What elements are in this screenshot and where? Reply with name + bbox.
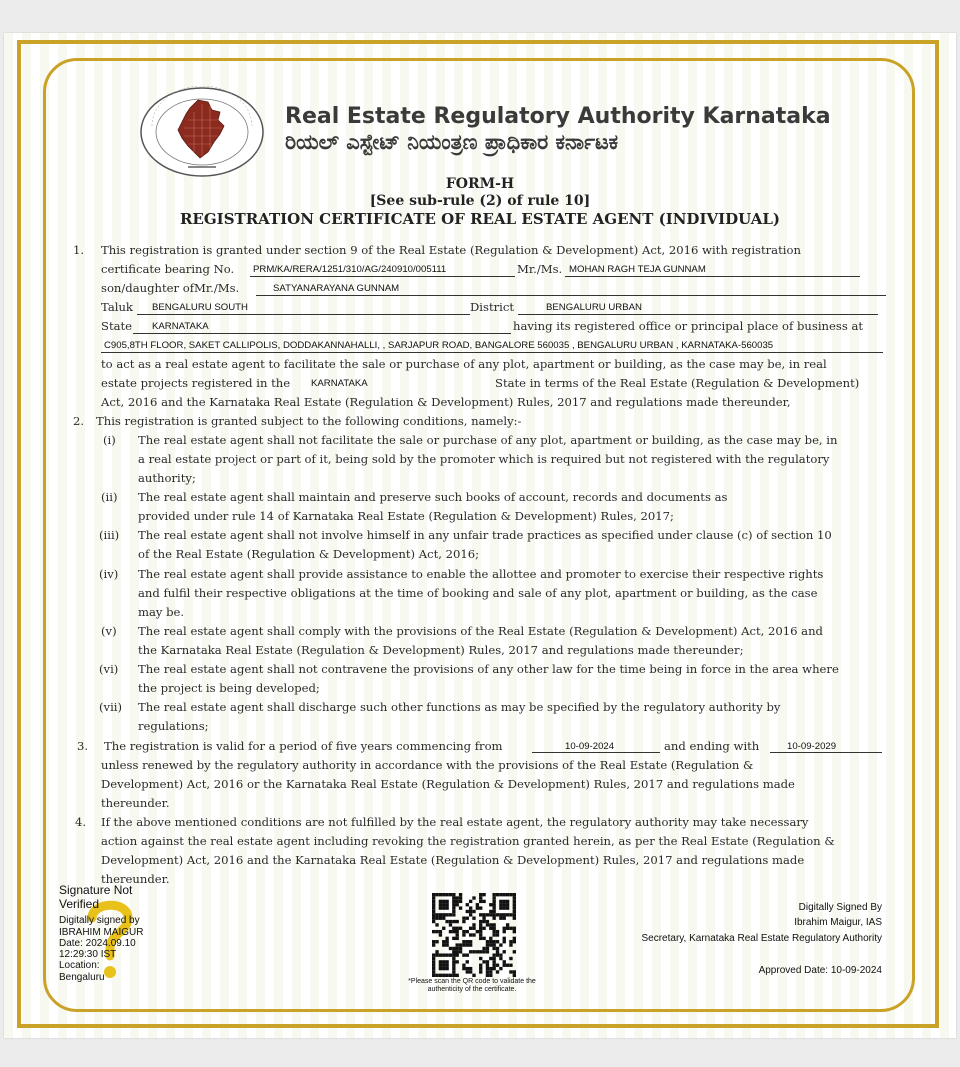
rera-karnataka-logo	[138, 86, 266, 178]
condition-line: a real estate project or part of it, being sold by the promoter which is required but not registered with the regulatory	[138, 452, 830, 466]
clause4-line: thereunder.	[101, 872, 170, 886]
underline	[565, 276, 860, 277]
condition-line: regulations;	[138, 719, 209, 733]
state-value: KARNATAKA	[152, 321, 209, 332]
condition-line: the project is being developed;	[138, 681, 320, 695]
condition-line: The real estate agent shall not facilitate the sale or purchase of any plot, apartment or building, as the case may be, in	[138, 433, 838, 447]
qr-code[interactable]	[432, 893, 516, 977]
end-date: 10-09-2029	[787, 741, 837, 752]
clause-number: 1.	[73, 243, 85, 257]
underline	[133, 333, 511, 334]
underline	[250, 276, 515, 277]
authority-designation: Secretary, Karnataka Real Estate Regulatory Authority	[641, 933, 882, 944]
condition-number: (vii)	[99, 700, 123, 714]
agent-name: MOHAN RAGH TEJA GUNNAM	[569, 264, 706, 275]
parent-label: son/daughter ofMr./Ms.	[101, 281, 240, 295]
signature-status: Verified	[59, 897, 100, 911]
condition-line: authority;	[138, 471, 196, 485]
condition-line: the Karnataka Real Estate (Regulation & Development) Rules, 2017 and regulations made thereunder;	[138, 643, 744, 657]
district-value: BENGALURU URBAN	[546, 302, 642, 313]
condition-line: may be.	[138, 605, 185, 619]
clause3-line: The registration is valid for a period of five years commencing from	[104, 739, 503, 753]
condition-number: (iii)	[99, 528, 120, 542]
clause3-line: thereunder.	[101, 796, 170, 810]
signature-date: Date: 2024.09.10	[59, 938, 136, 949]
clause1-line: This registration is granted under section 9 of the Real Estate (Regulation & Development) Act, 2016 with registration	[101, 243, 801, 257]
clause3-line: and ending with	[664, 739, 760, 753]
form-name: FORM-H	[445, 176, 515, 192]
condition-line: and fulfil their respective obligations at the time of booking and sale of any plot, apartment or building, as the case	[138, 586, 818, 600]
authority-title-kn: ರಿಯಲ್ ಎಸ್ಟೇಟ್ ನಿಯಂತ್ರಣ ಪ್ರಾಧಿಕಾರ ಕರ್ನಾಟಕ	[285, 130, 619, 154]
underline	[518, 314, 878, 315]
condition-number: (iv)	[99, 567, 119, 581]
signature-time: 12:29:30 IST	[59, 949, 117, 960]
start-date: 10-09-2024	[565, 741, 615, 752]
signature-status: Signature Not	[59, 883, 133, 897]
clause1-line: to act as a real estate agent to facilitate the sale or purchase of any plot, apartment or building, as the case may be, in real	[101, 357, 827, 371]
condition-line: The real estate agent shall not contravene the provisions of any other law for the time being in force in the area where	[138, 662, 839, 676]
certificate-title: REGISTRATION CERTIFICATE OF REAL ESTATE AGENT (INDIVIDUAL)	[179, 210, 781, 228]
clause4-line: action against the real estate agent including revoking the registration granted herein, as per the Real Estate (Regulation &	[101, 834, 835, 848]
clause3-line: unless renewed by the regulatory authority in accordance with the provisions of the Real Estate (Regulation &	[101, 758, 754, 772]
mr-label: Mr./Ms.	[517, 262, 563, 276]
clause2-intro: This registration is granted subject to the following conditions, namely:-	[96, 414, 522, 428]
qr-note: *Please scan the QR code to validate the authenticity of the certificate.	[408, 978, 536, 993]
clause1-line: Act, 2016 and the Karnataka Real Estate (Regulation & Development) Rules, 2017 and regulations made thereunder,	[101, 395, 791, 409]
clause4-line: Development) Act, 2016 and the Karnataka Real Estate (Regulation & Development) Rules, 2017 and regulations made	[101, 853, 805, 867]
underline	[532, 752, 660, 753]
district-label: District	[470, 300, 515, 314]
taluk-value: BENGALURU SOUTH	[152, 302, 248, 313]
condition-line: The real estate agent shall not involve himself in any unfair trade practices as specified under clause (c) of section 10	[138, 528, 832, 542]
condition-line: The real estate agent shall provide assistance to enable the allottee and promoter to exercise their respective rights	[138, 567, 824, 581]
authority-title-en: Real Estate Regulatory Authority Karnataka	[285, 104, 831, 129]
signature-location: Bengaluru	[59, 972, 105, 983]
condition-line: of the Real Estate (Regulation & Development) Act, 2016;	[138, 547, 480, 561]
office-address: C905,8TH FLOOR, SAKET CALLIPOLIS, DODDAKANNAHALLI, , SARJAPUR ROAD, BANGALORE 560035 , BENGALURU URBAN , KARNATAKA-560035	[104, 340, 774, 351]
project-state: KARNATAKA	[311, 378, 368, 389]
signature-signer: IBRAHIM MAIGUR	[59, 927, 144, 938]
clause3-line: Development) Act, 2016 or the Karnataka Real Estate (Regulation & Development) Rules, 2017 and regulations made	[101, 777, 795, 791]
form-rule: [See sub-rule (2) of rule 10]	[369, 193, 591, 209]
clause1-line: estate projects registered in the	[101, 376, 291, 390]
authority-name: Ibrahim Maigur, IAS	[794, 917, 882, 928]
condition-number: (i)	[103, 433, 116, 447]
authority-signed: Digitally Signed By	[798, 902, 882, 913]
cert-no-label: certificate bearing No.	[101, 262, 235, 276]
condition-line: The real estate agent shall comply with the provisions of the Real Estate (Regulation & Development) Act, 2016 and	[138, 624, 823, 638]
parent-name: SATYANARAYANA GUNNAM	[273, 283, 400, 294]
clause-number: 4.	[75, 815, 87, 829]
state-label: State	[101, 319, 133, 333]
condition-line: provided under rule 14 of Karnataka Real Estate (Regulation & Development) Rules, 2017;	[138, 509, 674, 523]
underline	[137, 314, 470, 315]
approved-date: Approved Date: 10-09-2024	[758, 965, 882, 976]
office-text: having its registered office or principal place of business at	[513, 319, 864, 333]
underline	[256, 295, 886, 296]
condition-number: (ii)	[101, 490, 118, 504]
underline	[770, 752, 882, 753]
condition-line: The real estate agent shall maintain and preserve such books of account, records and documents as	[138, 490, 728, 504]
taluk-label: Taluk	[101, 300, 133, 314]
signature-location-label: Location:	[59, 960, 100, 971]
condition-line: The real estate agent shall discharge such other functions as may be specified by the regulatory authority by	[138, 700, 781, 714]
condition-number: (vi)	[99, 662, 119, 676]
signature-detail: Digitally signed by	[59, 915, 140, 926]
condition-number: (v)	[101, 624, 117, 638]
clause4-line: If the above mentioned conditions are not fulfilled by the real estate agent, the regulatory authority may take necessary	[101, 815, 809, 829]
certificate-number: PRM/KA/RERA/1251/310/AG/240910/005111	[253, 264, 447, 275]
clause-number: 2.	[73, 414, 85, 428]
clause-number: 3.	[77, 739, 89, 753]
underline	[101, 352, 883, 353]
clause1-line: State in terms of the Real Estate (Regulation & Development)	[495, 376, 860, 390]
